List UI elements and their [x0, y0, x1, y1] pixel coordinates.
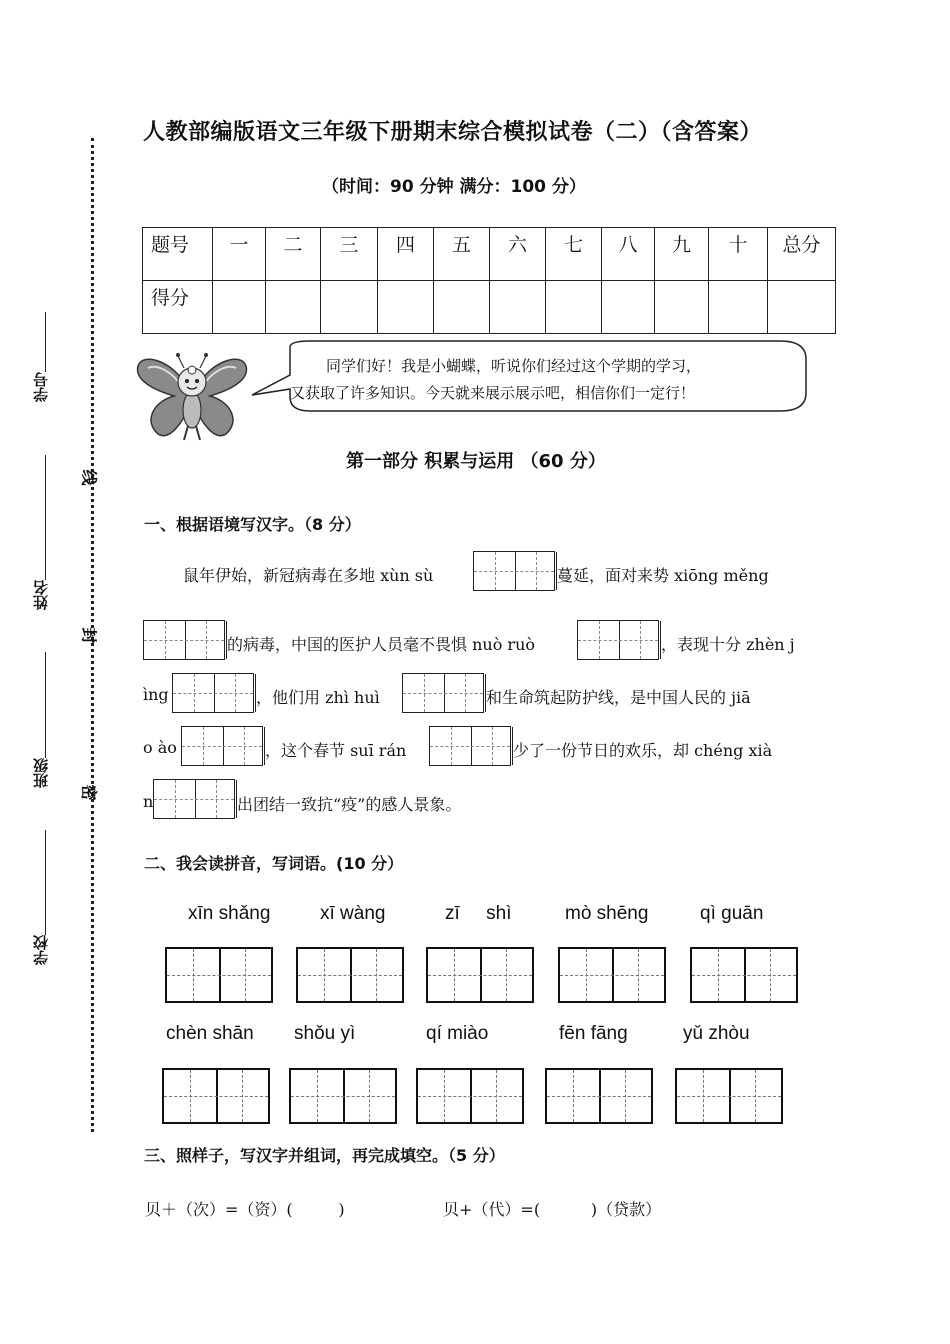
answer-box[interactable] — [172, 673, 254, 713]
score-cell[interactable] — [266, 281, 321, 334]
pinyin-label: yǔ zhòu — [683, 1023, 750, 1044]
name-field[interactable] — [45, 455, 46, 580]
pinyin-label: fēn fāng — [559, 1023, 628, 1044]
score-table-col: 五 — [434, 228, 490, 281]
score-cell[interactable] — [213, 281, 266, 334]
word-box[interactable] — [558, 947, 666, 1003]
score-table-col: 总分 — [768, 228, 836, 281]
answer-box[interactable] — [402, 673, 484, 713]
pinyin-label: qì guān — [700, 903, 764, 924]
seal-mark: 线 — [79, 469, 99, 486]
score-table-col: 六 — [490, 228, 546, 281]
score-table-row-label: 得分 — [143, 281, 213, 334]
q1-text: 和生命筑起防护线，是中国人民的 jiā — [486, 688, 751, 707]
score-table-col: 三 — [321, 228, 378, 281]
q1-title: 一、根据语境写汉字。（8 分） — [144, 515, 361, 534]
score-cell[interactable] — [434, 281, 490, 334]
score-table-col: 八 — [602, 228, 655, 281]
score-table-col: 十 — [709, 228, 768, 281]
score-cell[interactable] — [655, 281, 709, 334]
pinyin-label: mò shēng — [565, 903, 649, 924]
score-table-col: 四 — [378, 228, 434, 281]
answer-box[interactable] — [429, 726, 511, 766]
name-label: 姓名 — [32, 580, 50, 610]
class-label: 班级 — [32, 758, 50, 788]
q1-text: ，表现十分 zhèn j — [661, 635, 795, 654]
speech-line: 又获取了许多知识。今天就来展示展示吧，相信你们一定行！ — [290, 384, 696, 402]
school-field[interactable] — [45, 830, 46, 935]
student-id-label: 学号 — [32, 372, 50, 402]
word-box[interactable] — [545, 1068, 653, 1124]
class-field[interactable] — [45, 652, 46, 758]
school-label: 学校 — [32, 935, 50, 965]
speech-line: 同学们好！我是小蝴蝶，听说你们经过这个学期的学习， — [326, 357, 702, 375]
q3-title: 三、照样子，写汉字并组词，再完成填空。（5 分） — [144, 1146, 505, 1165]
pinyin-label: xīn shǎng — [188, 903, 271, 924]
word-box[interactable] — [296, 947, 404, 1003]
score-table-col: 一 — [213, 228, 266, 281]
score-cell[interactable] — [490, 281, 546, 334]
score-table-score-row — [143, 281, 836, 334]
q3-example: 贝＋（次）=（资）( ) — [145, 1200, 345, 1219]
butterfly-mascot-icon — [134, 350, 250, 442]
score-cell[interactable] — [378, 281, 434, 334]
part1-title: 第一部分 积累与运用 （60 分） — [346, 451, 606, 472]
seal-mark: 密 — [79, 784, 99, 801]
q1-text: ìng — [143, 685, 169, 704]
pinyin-label: shǒu yì — [294, 1023, 356, 1044]
score-cell[interactable] — [546, 281, 602, 334]
score-cell[interactable] — [709, 281, 768, 334]
score-table — [142, 227, 836, 334]
score-table-col: 七 — [546, 228, 602, 281]
q1-text: 出团结一致抗“疫”的感人景象。 — [237, 795, 462, 814]
seal-mark: 封 — [79, 627, 99, 644]
pinyin-label: qí miào — [426, 1023, 489, 1044]
q1-text: ，这个春节 suī rán — [265, 741, 407, 760]
word-box[interactable] — [165, 947, 273, 1003]
q1-text: 少了一份节日的欢乐，却 chéng xià — [513, 741, 773, 760]
word-box[interactable] — [289, 1068, 397, 1124]
score-cell[interactable] — [602, 281, 655, 334]
q1-text: 的病毒，中国的医护人员毫不畏惧 nuò ruò — [227, 635, 536, 654]
word-box[interactable] — [162, 1068, 270, 1124]
score-cell[interactable] — [768, 281, 836, 334]
answer-box[interactable] — [473, 551, 555, 591]
word-box[interactable] — [675, 1068, 783, 1124]
pinyin-label: chèn shān — [166, 1023, 254, 1044]
q1-text: n — [143, 792, 154, 811]
q2-title: 二、我会读拼音，写词语。(10 分） — [144, 854, 404, 873]
word-box[interactable] — [426, 947, 534, 1003]
word-box[interactable] — [416, 1068, 524, 1124]
word-box[interactable] — [690, 947, 798, 1003]
score-table-header-row — [143, 228, 836, 281]
pinyin-label: zī shì — [445, 903, 512, 924]
speech-text — [290, 353, 810, 407]
page-title: 人教部编版语文三年级下册期末综合模拟试卷（二）（含答案） — [143, 120, 763, 145]
score-table-header-label: 题号 — [143, 228, 213, 281]
score-cell[interactable] — [321, 281, 378, 334]
score-table-col: 二 — [266, 228, 321, 281]
score-table-col: 九 — [655, 228, 709, 281]
q3-example: 贝+（代）=( )（贷款） — [443, 1200, 662, 1219]
answer-box[interactable] — [153, 779, 235, 819]
student-id-field[interactable] — [45, 312, 46, 372]
q1-text: ，他们用 zhì huì — [256, 688, 380, 707]
pinyin-label: xī wàng — [320, 903, 386, 924]
answer-box[interactable] — [181, 726, 263, 766]
q1-text: 鼠年伊始，新冠病毒在多地 xùn sù — [183, 566, 434, 585]
exam-info: （时间：90 分钟 满分：100 分） — [322, 177, 586, 197]
answer-box[interactable] — [577, 620, 659, 660]
q1-text: 蔓延，面对来势 xiōng měng — [557, 566, 769, 585]
answer-box[interactable] — [143, 620, 225, 660]
q1-text: o ào — [143, 738, 177, 757]
